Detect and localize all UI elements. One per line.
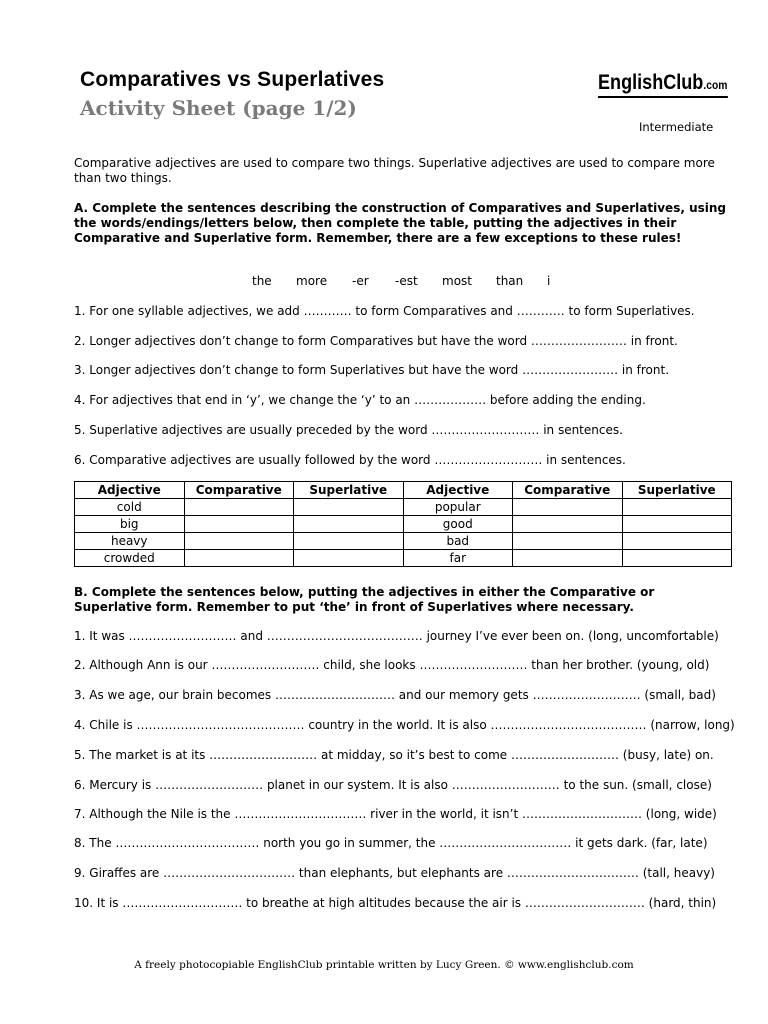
table-cell: cold xyxy=(75,499,185,516)
table-cell: good xyxy=(403,516,513,533)
section-b-sentence: 5. The market is at its ……………………… at midday, so it’s best to come ……………………… (busy, late) on. xyxy=(74,748,714,762)
table-cell xyxy=(184,533,294,550)
section-a-sentence: 3. Longer adjectives don’t change to form Superlatives but have the word …………………… in front. xyxy=(74,363,670,377)
section-b-sentence: 3. As we age, our brain becomes ………………………… and our memory gets ……………………… (small, bad) xyxy=(74,688,716,702)
section-b-instructions: B. Complete the sentences below, putting the adjectives in either the Comparative or Superlative form. Remember to put ‘the’ in front of Superlatives where necessary. xyxy=(74,585,655,614)
table-header: Superlative xyxy=(622,482,732,499)
word-bank-item: more xyxy=(296,274,328,288)
intro-paragraph: Comparative adjectives are used to compare two things. Superlative adjectives are used to compare more than two things. xyxy=(74,156,715,185)
table-header: Comparative xyxy=(184,482,294,499)
section-b-sentence: 9. Giraffes are …………………………… than elephants, but elephants are …………………………… (tall, heavy) xyxy=(74,866,715,880)
table-cell: far xyxy=(403,550,513,567)
word-bank-item: -est xyxy=(395,274,418,288)
table-header-row xyxy=(75,482,732,499)
word-bank-item: most xyxy=(442,274,472,288)
table-cell: bad xyxy=(403,533,513,550)
table-cell xyxy=(184,516,294,533)
footer-credit: A freely photocopiable EnglishClub printable written by Lucy Green. © www.englishclub.com xyxy=(134,959,634,971)
table-cell: heavy xyxy=(75,533,185,550)
section-a-sentence: 6. Comparative adjectives are usually followed by the word ……………………… in sentences. xyxy=(74,453,626,467)
table-cell xyxy=(184,499,294,516)
table-cell xyxy=(294,516,404,533)
section-b-sentence: 6. Mercury is ……………………… planet in our system. It is also ……………………… to the sun. (small, close) xyxy=(74,778,712,792)
word-bank-item: i xyxy=(547,274,551,288)
table-cell: popular xyxy=(403,499,513,516)
table-cell xyxy=(513,499,623,516)
table-cell xyxy=(294,550,404,567)
table-row xyxy=(75,533,732,550)
section-a-sentence: 1. For one syllable adjectives, we add ………… to form Comparatives and ………… to form Superlatives. xyxy=(74,304,695,318)
logo-tld: .com xyxy=(703,78,728,92)
section-b-sentence: 1. It was ……………………… and ………………………………… journey I’ve ever been on. (long, uncomfortable) xyxy=(74,629,719,643)
section-a-sentence: 4. For adjectives that end in ‘y’, we change the ‘y’ to an ……………… before adding the ending. xyxy=(74,393,646,407)
table-cell xyxy=(622,533,732,550)
table-cell xyxy=(294,499,404,516)
table-header: Superlative xyxy=(294,482,404,499)
table-header: Adjective xyxy=(75,482,185,499)
section-b-sentence: 2. Although Ann is our ……………………… child, she looks ……………………… than her brother. (young, old) xyxy=(74,658,710,672)
table-row xyxy=(75,499,732,516)
table-cell: big xyxy=(75,516,185,533)
section-a-instructions: A. Complete the sentences describing the construction of Comparatives and Superlatives, using the words/endings/letters below, then complete the table, putting the adjectives in their Comparative and Superlative form. Remember, there are a few exceptions to these rules! xyxy=(74,201,727,245)
table-cell xyxy=(622,499,732,516)
table-header: Comparative xyxy=(513,482,623,499)
page-title: Comparatives vs Superlatives xyxy=(80,68,385,91)
table-cell xyxy=(513,516,623,533)
section-b-sentence: 7. Although the Nile is the …………………………… river in the world, it isn’t ………………………… (long, wide) xyxy=(74,807,717,821)
logo-main: EnglishClub xyxy=(598,71,704,94)
word-bank-item: the xyxy=(252,274,272,288)
section-b-sentence: 8. The ……………………………… north you go in summer, the …………………………… it gets dark. (far, late) xyxy=(74,836,708,850)
table-cell xyxy=(294,533,404,550)
word-bank-item: -er xyxy=(352,274,369,288)
word-bank-item: than xyxy=(496,274,524,288)
table-cell xyxy=(184,550,294,567)
section-a-sentence: 5. Superlative adjectives are usually preceded by the word ……………………… in sentences. xyxy=(74,423,623,437)
table-cell xyxy=(513,533,623,550)
englishclub-logo xyxy=(598,72,727,98)
section-b-sentence: 4. Chile is …………………………………… country in the world. It is also ………………………………… (narrow, long) xyxy=(74,718,735,732)
table-cell: crowded xyxy=(75,550,185,567)
table-cell xyxy=(622,550,732,567)
level-label: Intermediate xyxy=(639,120,714,134)
section-a-sentence: 2. Longer adjectives don’t change to form Comparatives but have the word …………………… in front. xyxy=(74,334,678,348)
table-row xyxy=(75,516,732,533)
adjective-table xyxy=(74,481,732,567)
table-header: Adjective xyxy=(403,482,513,499)
table-row xyxy=(75,550,732,567)
section-b-sentence: 10. It is ………………………… to breathe at high altitudes because the air is ………………………… (hard, thin) xyxy=(74,896,717,910)
table-cell xyxy=(622,516,732,533)
page-subtitle: Activity Sheet (page 1/2) xyxy=(80,96,357,120)
table-cell xyxy=(513,550,623,567)
